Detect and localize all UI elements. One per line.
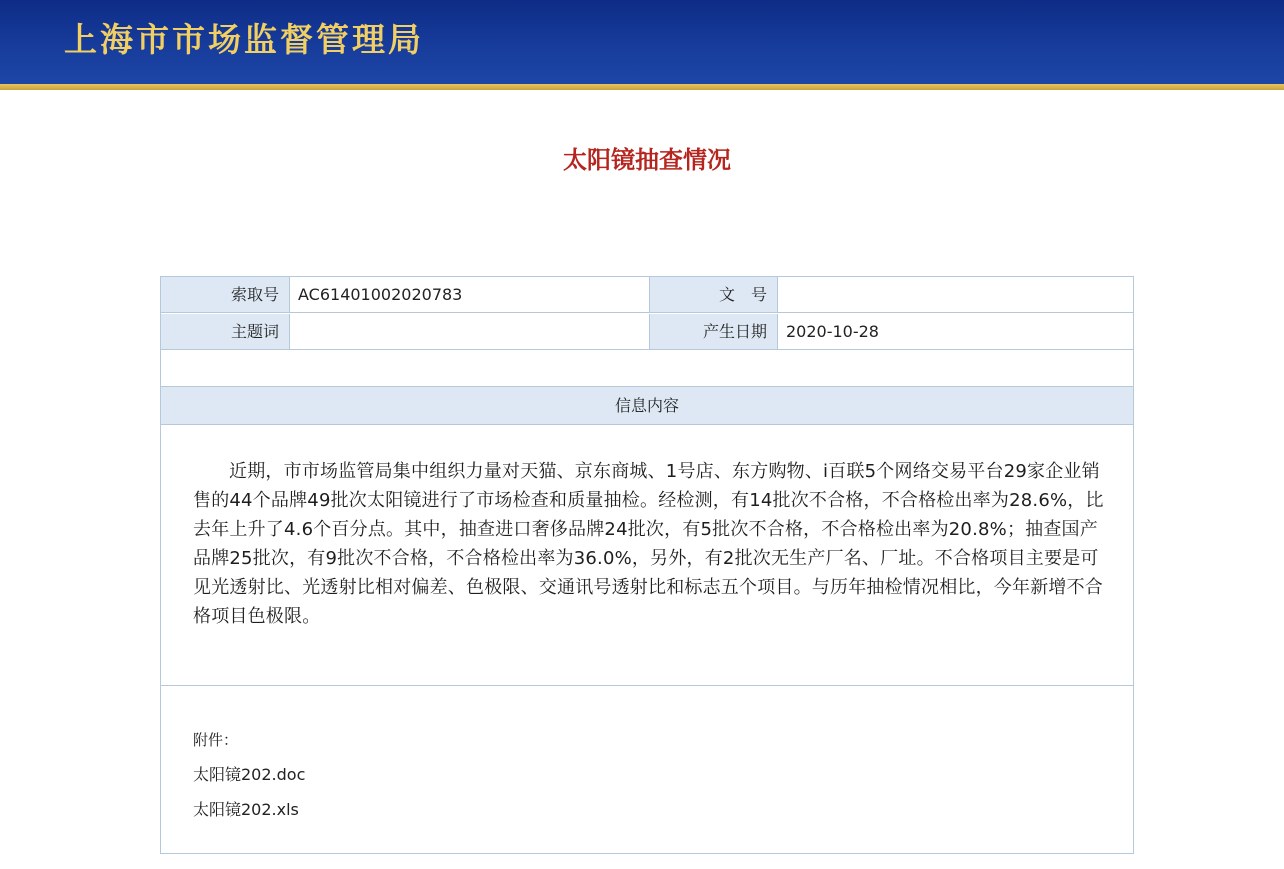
index-no-label: 索取号 (161, 277, 289, 312)
attachment-link-doc[interactable]: 太阳镜202.doc (193, 765, 306, 784)
banner-gold-stripe (0, 84, 1284, 90)
date-label: 产生日期 (649, 314, 777, 349)
meta-spacer-row (161, 351, 1133, 387)
site-banner (0, 0, 1284, 86)
doc-no-label: 文 号 (649, 277, 777, 312)
subject-value (289, 314, 649, 349)
info-content-header: 信息内容 (161, 387, 1133, 425)
attachment-link-xls[interactable]: 太阳镜202.xls (193, 800, 299, 819)
site-org-name: 上海市市场监督管理局 (64, 20, 424, 59)
meta-row-1 (161, 277, 1133, 313)
article-body: 近期，市市场监管局集中组织力量对天猫、京东商城、1号店、东方购物、i百联5个网络交易平台29家企业销售的44个品牌49批次太阳镜进行了市场检查和质量抽检。经检测，有14批次不合格，不合格检出率为28.6%，比去年上升了4.6个百分点。其中，抽查进口奢侈品牌24批次，有5批次不合格，不合格检出率为20.8%；抽查国产品牌25批次，有9批次不合格，不合格检出率为36.0%，另外，有2批次无生产厂名、厂址。不合格项目主要是可见光透射比、光透射比相对偏差、色极限、交通讯号透射比和标志五个项目。与历年抽检情况相比，今年新增不合格项目色极限。 (193, 461, 1104, 627)
attachments-divider (161, 685, 1133, 686)
article-panel (160, 276, 1134, 854)
attachments-label: 附件： (193, 731, 239, 749)
index-no-value: AC61401002020783 (289, 277, 649, 312)
subject-label: 主题词 (161, 314, 289, 349)
doc-no-value (777, 277, 1133, 312)
date-value: 2020-10-28 (777, 314, 1133, 349)
page-title: 太阳镜抽查情况 (563, 146, 731, 174)
meta-row-2 (161, 314, 1133, 350)
